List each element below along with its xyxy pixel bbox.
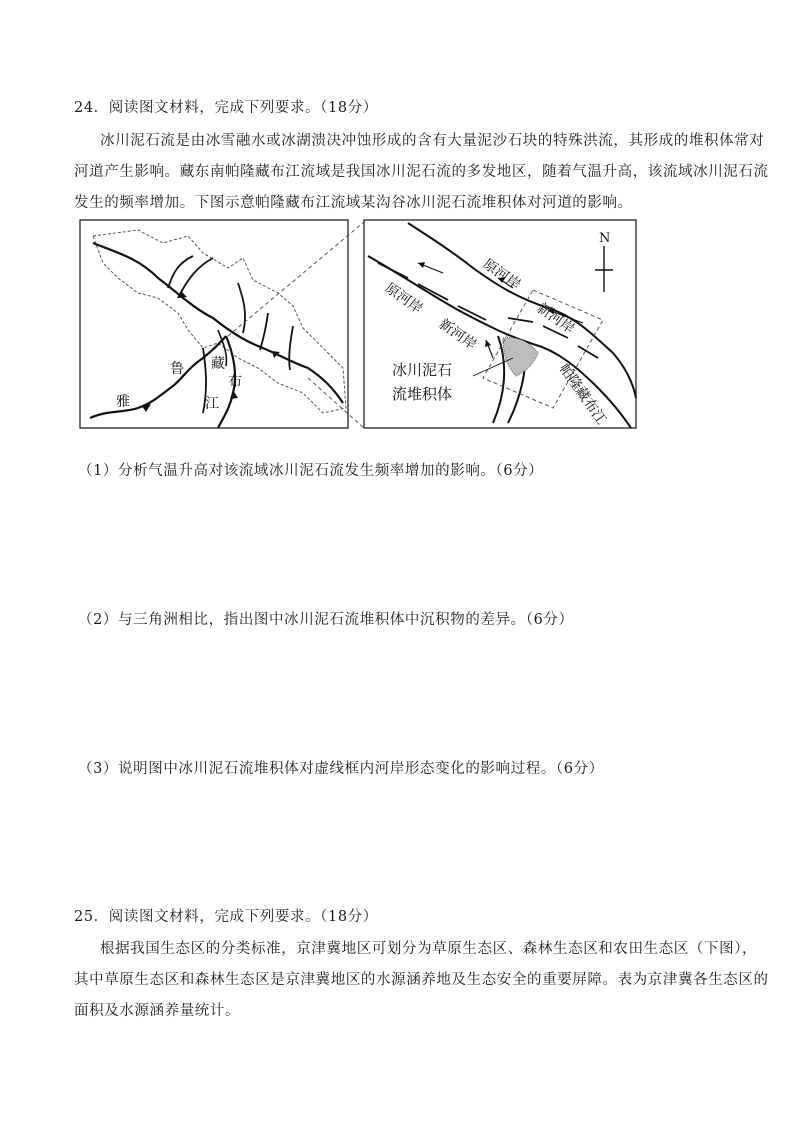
tributary-3 [238,283,245,333]
zoom-line-top [228,222,364,336]
label-old-bank-1: 原河岸 [479,256,524,294]
q25-paragraph-line-2: 其中草原生态区和森林生态区是京津冀地区的水源涵养地及生态安全的重要屏障。表为京津冀各生态区的 [74,972,769,988]
label-jiang: 江 [205,396,219,412]
parlung-main-river [93,243,343,403]
question-25-title: 25．阅读图文材料，完成下列要求。（18分） [74,909,378,925]
label-new-bank-1: 新河岸 [533,300,578,338]
q24-paragraph-line-1: 冰川泥石流是由冰雪融水或冰湖溃决冲蚀形成的含有大量泥沙石块的特殊洪流，其形成的堆积体常对 [100,133,765,149]
tributary-2 [178,258,213,298]
q24-subquestion-1: （1）分析气温升高对该流域冰川泥石流发生频率增加的影响。（6分） [78,463,544,479]
q24-paragraph-line-2: 河道产生影响。藏东南帕隆藏布江流域是我国冰川泥石流的多发地区，随着气温升高，该流域冰川泥石流 [74,164,769,180]
tributary-1 [168,256,193,288]
q24-paragraph-line-3: 发生的频率增加。下图示意帕隆藏布江流域某沟谷冰川泥石流堆积体对河道的影响。 [74,195,633,211]
gully-channel [493,336,504,423]
label-bu: 布 [228,374,242,390]
q24-subquestion-2: （2）与三角洲相比，指出图中冰川泥石流堆积体中沉积物的差异。（6分） [78,612,574,628]
zoom-line-bottom [308,378,364,428]
tributary-4 [260,313,268,350]
label-lu: 鲁 [170,361,184,377]
tributary-5 [289,326,293,370]
north-label: N [599,231,611,246]
question-24-title: 24．阅读图文材料，完成下列要求。（18分） [74,100,378,116]
label-new-bank-2: 新河岸 [435,316,480,354]
label-old-bank-2: 原河岸 [381,280,426,318]
q24-figure [78,218,638,433]
label-deposit-1: 冰川泥石 [392,361,453,379]
q25-paragraph-line-1: 根据我国生态区的分类标准，京津冀地区可划分为草原生态区、森林生态区和农田生态区（下图）， [100,941,758,957]
label-zang: 藏 [211,356,225,372]
label-river-name: 帕隆藏布江 [555,361,609,428]
label-deposit-2: 流堆积体 [392,385,453,403]
label-ya: 雅 [116,394,130,410]
q25-paragraph-line-3: 面积及水源涵养量统计。 [74,1003,241,1019]
q24-subquestion-3: （3）说明图中冰川泥石流堆积体对虚线框内河岸形态变化的影响过程。（6分） [78,761,604,777]
